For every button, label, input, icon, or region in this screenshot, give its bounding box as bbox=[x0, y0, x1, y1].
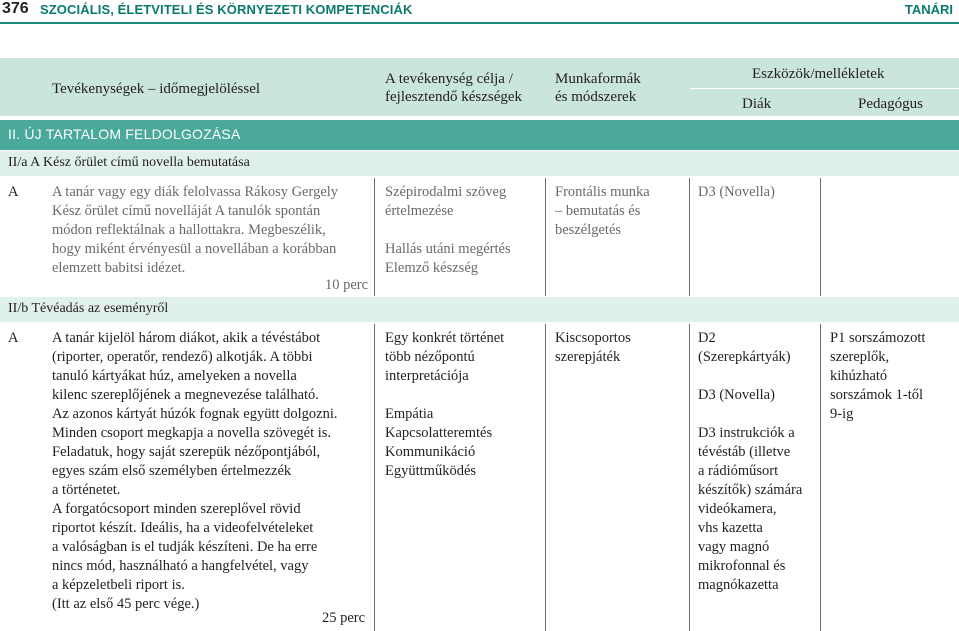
audience-label: TANÁRI bbox=[904, 2, 953, 17]
student-tools-a: D3 (Novella) bbox=[698, 184, 775, 200]
header-tools-student: Diák bbox=[742, 96, 772, 112]
row-marker-b: A bbox=[8, 330, 19, 346]
activity-time-a: 10 perc bbox=[325, 277, 369, 293]
header-tools-teacher: Pedagógus bbox=[858, 96, 923, 112]
header-form: Munkaformák és módszerek bbox=[555, 71, 641, 105]
tools-divider bbox=[690, 88, 959, 89]
column-divider bbox=[689, 178, 690, 296]
column-divider bbox=[545, 324, 546, 631]
section-title: II. ÚJ TARTALOM FELDOLGOZÁSA bbox=[8, 126, 241, 142]
student-tools-b: D2 (Szerepkártyák) D3 (Novella) D3 instrukciók a tévéstáb (illetve a rádióműsort készítők) számára videókamera, vhs kazetta vagy magnó mikrofonnal és magnókazetta bbox=[698, 330, 803, 593]
teacher-tools-b: P1 sorszámozott szereplők, kihúzható sorszámok 1-től 9-ig bbox=[830, 330, 926, 422]
column-divider bbox=[374, 178, 375, 296]
column-divider bbox=[820, 178, 821, 296]
header-activity: Tevékenységek – időmegjelöléssel bbox=[52, 81, 261, 97]
subsection-title-b: II/b Tévéadás az eseményről bbox=[8, 301, 169, 316]
goal-text-b: Egy konkrét történet több nézőpontú interpretációja Empátia Kapcsolatteremtés Kommunikáció Együttműködés bbox=[385, 330, 505, 479]
page-number: 376 bbox=[2, 0, 29, 17]
form-text-b: Kiscsoportos szerepjáték bbox=[555, 330, 631, 365]
column-divider bbox=[820, 324, 821, 631]
running-header bbox=[0, 0, 959, 22]
activity-text-b: A tanár kijelöl három diákot, akik a tévéstábot (riporter, operatőr, rendező) alkotják. A többi tanuló kártyákat húz, amelyeken a novella kilenc szereplőjének a megnevezése található. Az azonos kártyát húzók fognak együtt dolgozni. Minden csoport megkapja a novella szövegét is. Feladatuk, hogy saját szerepük nézőpontjából, egyes szám első személyben értelmezzék a történetet. A forgatócsoport minden szereplővel rövid riportot készít. Ideális, ha a videofelvételeket a valóságban is el tudják készíteni. De ha erre nincs mód, használható a hangfelvétel, vagy a képzeletbeli riport is. (Itt az első 45 perc vége.) bbox=[52, 330, 338, 612]
header-rule bbox=[0, 22, 959, 24]
goal-text-a: Szépirodalmi szöveg értelmezése Hallás utáni megértés Elemző készség bbox=[385, 184, 511, 276]
column-divider bbox=[689, 324, 690, 631]
running-title: SZOCIÁLIS, ÉLETVITELI ÉS KÖRNYEZETI KOMPETENCIÁK bbox=[40, 2, 413, 17]
column-divider bbox=[374, 324, 375, 631]
subsection-title-a: II/a A Kész őrület című novella bemutatása bbox=[8, 155, 250, 170]
header-tools: Eszközök/mellékletek bbox=[752, 66, 885, 82]
form-text-a: Frontális munka – bemutatás és beszélgetés bbox=[555, 184, 650, 238]
activity-text-a: A tanár vagy egy diák felolvassa Rákosy Gergely Kész őrület című novelláját A tanulók spontán módon reflektálnak a hallottakra. Megbeszélik, hogy miként érvényesül a novellában a korábban elemzett babitsi idézet. bbox=[52, 184, 339, 276]
activity-time-b: 25 perc bbox=[322, 610, 366, 626]
header-goal: A tevékenység célja / fejlesztendő készségek bbox=[385, 71, 523, 105]
row-marker-a: A bbox=[8, 184, 19, 200]
column-divider bbox=[545, 178, 546, 296]
